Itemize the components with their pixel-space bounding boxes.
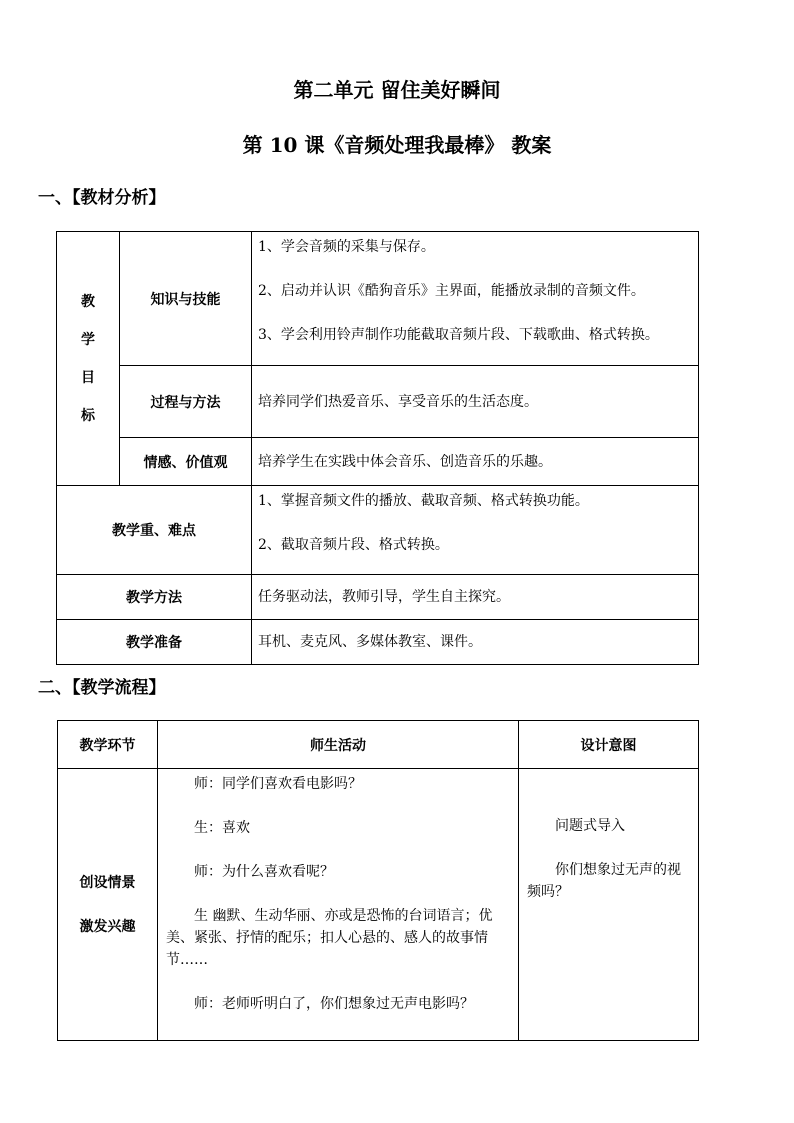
objectives-char: 学	[81, 331, 95, 348]
row-label-preparation: 教学准备	[57, 620, 252, 665]
knowledge-line: 2、启动并认识《酷狗音乐》主界面，能播放录制的音频文件。	[258, 283, 645, 299]
design-cell	[519, 769, 699, 1041]
emotion-content: 培养学生在实践中体会音乐、创造音乐的乐趣。	[252, 438, 699, 486]
activity-paragraph: 生：喜欢	[194, 820, 250, 836]
column-header-design: 设计意图	[519, 721, 699, 769]
key-points-content	[252, 486, 699, 575]
preparation-content: 耳机、麦克风、多媒体教室、课件。	[252, 620, 699, 665]
activity-paragraph: 师：老师听明白了，你们想象过无声电影吗？	[194, 996, 474, 1012]
unit-title: 第二单元 留住美好瞬间	[293, 78, 501, 102]
row-label-process: 过程与方法	[120, 366, 252, 438]
design-paragraph: 问题式导入	[555, 818, 625, 834]
activity-paragraph: 师：为什么喜欢看呢？	[194, 864, 334, 880]
stage-line: 创设情景	[79, 874, 136, 891]
flow-table	[57, 720, 699, 1041]
column-header-stage: 教学环节	[58, 721, 158, 769]
lesson-title: 第 10 课《音频处理我最棒》 教案	[242, 133, 552, 157]
knowledge-line: 1、学会音频的采集与保存。	[258, 239, 435, 255]
column-header-activity: 师生活动	[158, 721, 519, 769]
key-points-line: 1、掌握音频文件的播放、截取音频、格式转换功能。	[258, 493, 589, 509]
objectives-char: 目	[81, 369, 95, 386]
stage-line: 激发兴趣	[79, 918, 136, 935]
knowledge-content	[252, 232, 699, 366]
design-paragraph: 你们想象过无声的视频吗？	[527, 862, 681, 900]
activity-paragraph: 师：同学们喜欢看电影吗？	[194, 776, 362, 792]
key-points-line: 2、截取音频片段、格式转换。	[258, 537, 449, 553]
objectives-char: 标	[81, 407, 95, 424]
objectives-label-cell	[57, 232, 120, 486]
activity-paragraph: 生 幽默、生动华丽、亦或是恐怖的台词语言；优美、紧张、抒情的配乐；扣人心悬的、感人的故事情节……	[166, 908, 493, 968]
method-content: 任务驱动法，教师引导，学生自主探究。	[252, 575, 699, 620]
section-heading-analysis: 一、【教材分析】	[38, 188, 166, 208]
process-content: 培养同学们热爱音乐、享受音乐的生活态度。	[252, 366, 699, 438]
activity-cell	[158, 769, 519, 1041]
stage-cell	[58, 769, 158, 1041]
row-label-knowledge: 知识与技能	[120, 232, 252, 366]
analysis-table	[56, 231, 699, 665]
row-label-key-points: 教学重、难点	[57, 486, 252, 575]
objectives-char: 教	[81, 293, 95, 310]
row-label-emotion: 情感、价值观	[120, 438, 252, 486]
row-label-method: 教学方法	[57, 575, 252, 620]
section-heading-flow: 二、【教学流程】	[38, 678, 166, 698]
knowledge-line: 3、学会利用铃声制作功能截取音频片段、下载歌曲、格式转换。	[258, 327, 659, 343]
